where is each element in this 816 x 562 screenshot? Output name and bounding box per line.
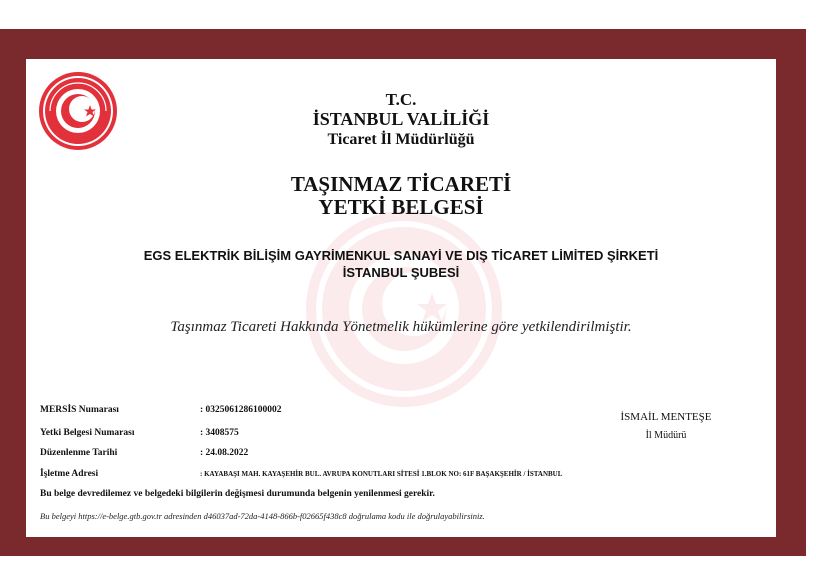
header-directorate: Ticaret İl Müdürlüğü: [327, 131, 475, 148]
issue-date-value: : 24.08.2022: [200, 448, 249, 458]
header-tc: T.C.: [385, 90, 417, 109]
mersis-label: MERSİS Numarası: [40, 405, 119, 415]
authorization-statement: Taşınmaz Ticareti Hakkında Yönetmelik hükümlerine göre yetkilendirilmiştir.: [170, 319, 632, 335]
header-governorship: İSTANBUL VALİLİĞİ: [312, 109, 490, 129]
verification-notice: Bu belgeyi https://e-belge.gtb.gov.tr adresinden d46037ad-72da-4148-866b-f02665f438c8 doğrulama kodu ile doğrulayabilirsiniz.: [40, 511, 485, 521]
signer-title: İl Müdürü: [645, 430, 687, 441]
signer-name: İSMAİL MENTEŞE: [620, 411, 712, 423]
issue-date-label: Düzenlenme Tarihi: [40, 448, 118, 458]
company-name: EGS ELEKTRİK BİLİŞİM GAYRİMENKUL SANAYİ VE DIŞ TİCARET LİMİTED ŞİRKETİ: [143, 248, 659, 263]
company-branch: İSTANBUL ŞUBESİ: [342, 265, 460, 280]
document-title-line1: TAŞINMAZ TİCARETİ: [290, 172, 512, 196]
transfer-notice: Bu belge devredilemez ve belgedeki bilgilerin değişmesi durumunda belgenin yenilenmesi gerekir.: [40, 489, 435, 499]
certificate-frame: [0, 29, 806, 556]
mersis-value: : 0325061286100002: [200, 405, 282, 415]
business-address-label: İşletme Adresi: [40, 469, 99, 479]
certificate-paper: [26, 59, 776, 537]
seal-watermark-icon: [304, 209, 504, 409]
certificate-number-label: Yetki Belgesi Numarası: [40, 428, 135, 438]
document-title-line2: YETKİ BELGESİ: [318, 195, 484, 219]
certificate-number-value: : 3408575: [200, 428, 239, 438]
business-address-value: : KAYABAŞI MAH. KAYAŞEHİR BUL. AVRUPA KONUTLARI SİTESİ 1.BLOK NO: 61F BAŞAKŞEHİR / İSTANBUL: [200, 470, 563, 478]
